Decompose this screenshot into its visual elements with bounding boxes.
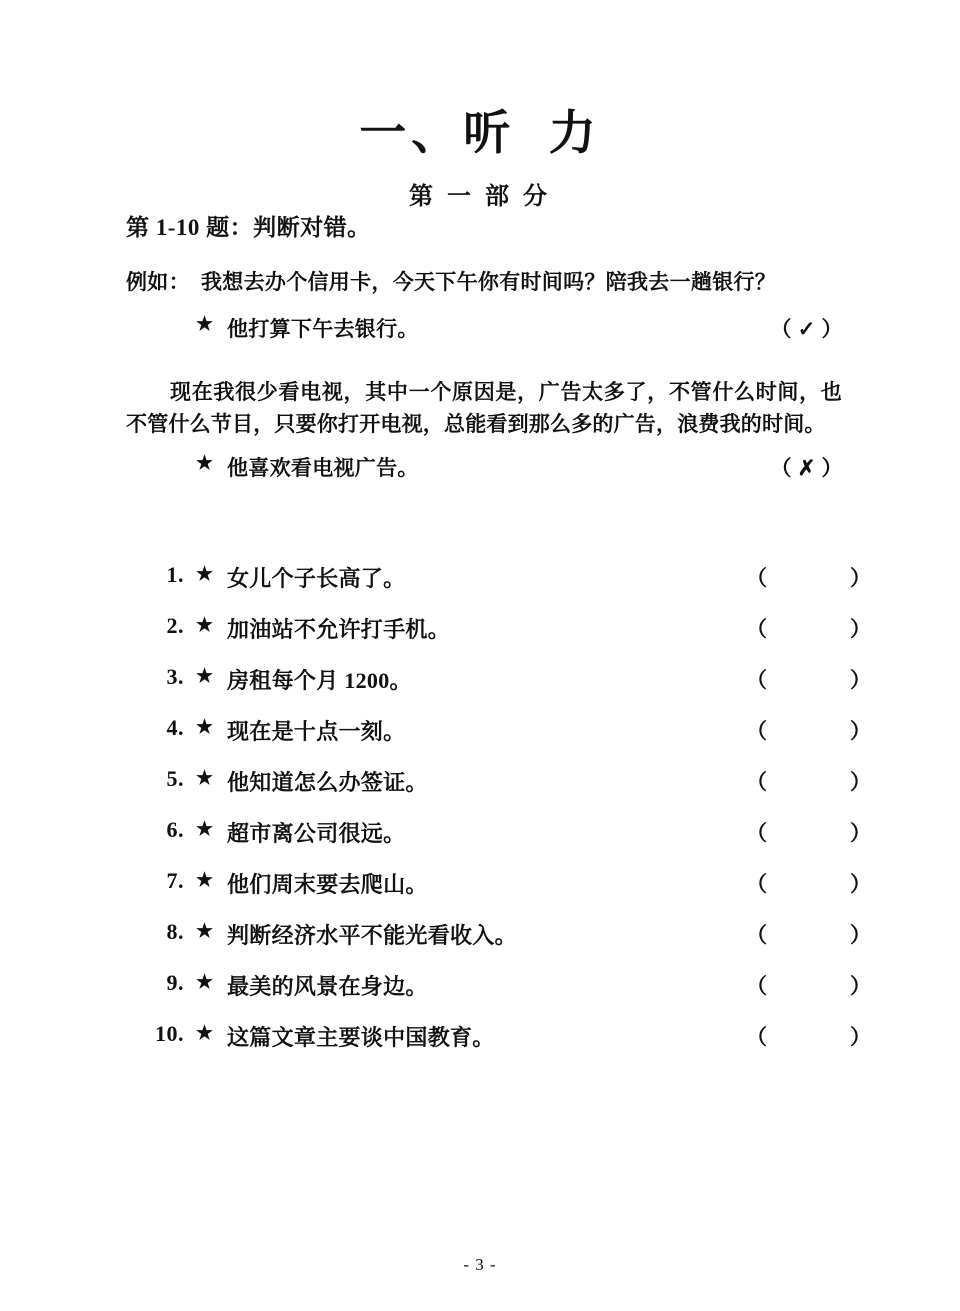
question-number: 8.	[166, 919, 184, 944]
question-text: 他们周末要去爬山。	[227, 872, 428, 897]
check-icon: ✓	[797, 317, 816, 341]
question-number: 10.	[155, 1021, 184, 1046]
star-icon: ★	[196, 768, 214, 789]
question-number: 6.	[166, 817, 184, 842]
star-icon: ★	[196, 1023, 214, 1044]
paren-close: ）	[821, 317, 843, 341]
question-text: 加油站不允许打手机。	[227, 617, 451, 642]
paren-open: （	[746, 923, 767, 947]
question-text: 他知道怎么办签证。	[227, 770, 428, 795]
paren-open: （	[746, 974, 767, 998]
question-number: 7.	[166, 868, 184, 893]
question-number: 2.	[166, 613, 184, 638]
question-row	[126, 970, 871, 1021]
question-list	[126, 562, 871, 1072]
page-number-footer: - 3 -	[463, 1255, 497, 1274]
paren-close: ）	[850, 821, 871, 845]
paren-close: ）	[850, 719, 871, 743]
star-icon: ★	[196, 615, 214, 636]
question-text: 这篇文章主要谈中国教育。	[227, 1025, 495, 1050]
example-prompt: 例如： 我想去办个信用卡，今天下午你有时间吗？陪我去一趟银行？	[126, 270, 777, 294]
star-icon: ★	[196, 666, 214, 687]
star-icon: ★	[196, 453, 214, 474]
star-icon: ★	[196, 819, 214, 840]
question-row	[126, 715, 871, 766]
paren-close: ）	[850, 974, 871, 998]
paren-close: ）	[850, 566, 871, 590]
question-number: 3.	[166, 664, 184, 689]
paren-close: ）	[821, 456, 843, 480]
paren-open: （	[746, 617, 767, 641]
question-row	[126, 766, 871, 817]
question-row	[126, 1021, 871, 1072]
paren-open: （	[746, 1025, 767, 1049]
paren-close: ）	[850, 770, 871, 794]
paren-close: ）	[850, 1025, 871, 1049]
star-icon: ★	[196, 314, 214, 335]
question-text: 最美的风景在身边。	[227, 974, 428, 999]
star-icon: ★	[196, 921, 214, 942]
question-row	[126, 664, 871, 715]
example-answer-box	[754, 452, 859, 482]
example-passage: 现在我很少看电视，其中一个原因是，广告太多了，不管什么时间，也不管什么节目，只要你打开电视，总能看到那么多的广告，浪费我的时间。	[126, 380, 842, 436]
paren-open: （	[746, 872, 767, 896]
paren-open: （	[746, 821, 767, 845]
page-title: 一、听 力	[359, 108, 601, 161]
paren-open: （	[746, 719, 767, 743]
example-answer-box	[754, 313, 859, 343]
question-row	[126, 868, 871, 919]
question-row	[126, 613, 871, 664]
paren-open: （	[770, 456, 792, 480]
question-number: 5.	[166, 766, 184, 791]
paren-open: （	[770, 317, 792, 341]
instruction-text: 第 1-10 题：判断对错。	[126, 215, 371, 240]
star-icon: ★	[196, 972, 214, 993]
cross-icon: ✗	[797, 456, 816, 480]
star-icon: ★	[196, 717, 214, 738]
section-title: 第 一 部 分	[409, 183, 551, 210]
question-text: 女儿个子长高了。	[227, 566, 406, 591]
question-text: 超市离公司很远。	[227, 821, 406, 846]
paren-open: （	[746, 668, 767, 692]
question-number: 1.	[166, 562, 184, 587]
paren-open: （	[746, 770, 767, 794]
paren-open: （	[746, 566, 767, 590]
question-row	[126, 817, 871, 868]
question-row	[126, 562, 871, 613]
example-statement-text: 他打算下午去银行。	[227, 317, 419, 341]
paren-close: ）	[850, 923, 871, 947]
paren-close: ）	[850, 668, 871, 692]
paren-close: ）	[850, 617, 871, 641]
question-number: 4.	[166, 715, 184, 740]
paren-close: ）	[850, 872, 871, 896]
question-text: 房租每个月 1200。	[227, 668, 412, 693]
question-row	[126, 919, 871, 970]
example-statement-text: 他喜欢看电视广告。	[227, 456, 419, 480]
question-text: 判断经济水平不能光看收入。	[227, 923, 517, 948]
question-number: 9.	[166, 970, 184, 995]
star-icon: ★	[196, 564, 214, 585]
star-icon: ★	[196, 870, 214, 891]
question-text: 现在是十点一刻。	[227, 719, 406, 744]
